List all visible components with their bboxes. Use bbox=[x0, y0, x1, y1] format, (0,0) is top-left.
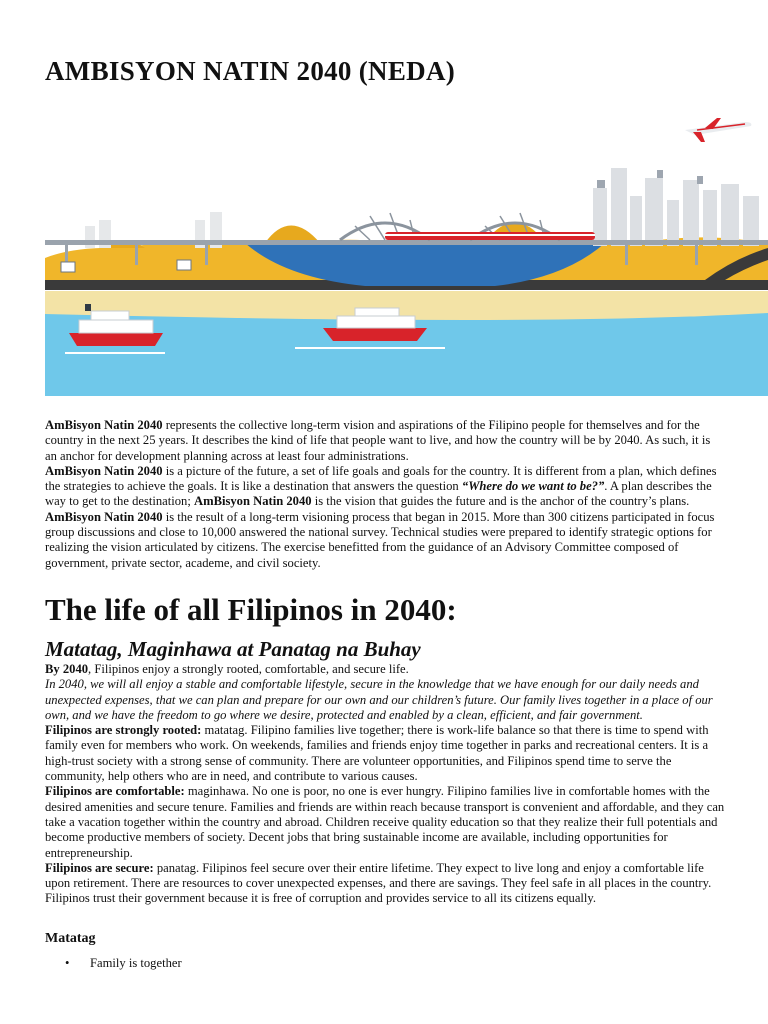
bold-term: AmBisyon Natin 2040 bbox=[45, 418, 163, 432]
intro-paragraph-1 bbox=[45, 418, 725, 464]
intro-paragraphs bbox=[45, 418, 725, 571]
bold-term: AmBisyon Natin 2040 bbox=[45, 463, 163, 478]
life-paragraph-summary bbox=[45, 662, 725, 677]
paragraph-text: is the result of a long-term visioning process that began in 2015. More than 300 citizens participated in focus group discussions and close to 10,000 answered the national survey. Technical studies were prepared to identify strategic options for realizing the vision articulated by citizens. The exercise benefitted from the guidance of an Advisory Committee composed of government, private sector, academe, and civil society. bbox=[45, 509, 715, 570]
intro-paragraph-2 bbox=[45, 464, 725, 510]
intro-paragraph-3 bbox=[45, 510, 725, 571]
bold-term: AmBisyon Natin 2040 bbox=[194, 494, 312, 509]
life-paragraph-secure bbox=[45, 861, 725, 907]
document-title: AMBISYON NATIN 2040 (NEDA) bbox=[45, 56, 456, 86]
paragraph-text: is the vision that guides the future and is the anchor of the country’s plans. bbox=[311, 494, 690, 509]
bold-term: By 2040 bbox=[45, 662, 89, 676]
paragraph-text: is a picture of the future, a set of life goals and goals for the country. It is different from a plan, which defines the strategies to achieve the goals. It is like a destination that answers the question bbox=[45, 463, 717, 494]
life-paragraph-comfortable bbox=[45, 784, 725, 860]
list-item: • Family is together bbox=[45, 956, 182, 971]
section-subheading: Matatag, Maginhawa at Panatag na Buhay bbox=[45, 637, 421, 661]
paragraph-text: represents the collective long-term vision and aspirations of the Filipino people for themselves and for the country in the next 25 years. It describes the kind of life that people want to live, and how the country will be by 2040. As such, it is an anchor for development planning across at least four administrations. bbox=[45, 418, 711, 463]
bold-term: Filipinos are strongly rooted: bbox=[45, 723, 202, 738]
city-bridge-harbor-illustration bbox=[45, 108, 768, 396]
life-paragraph-italic: In 2040, we will all enjoy a stable and comfortable lifestyle, secure in the knowledge that we have enough for our daily needs and unexpected expenses, that we can plan and prepare for our own and our children’s future. Our family lives together in a place of our own, and we have the freedom to go where we desire, protected and enabled by a clean, efficient, and fair government. bbox=[45, 677, 713, 722]
bold-term: Filipinos are secure: bbox=[45, 860, 154, 875]
life-paragraph-rooted bbox=[45, 723, 725, 784]
paragraph-text: panatag. Filipinos feel secure over their entire lifetime. They expect to live long and enjoy a comfortable life upon retirement. There are resources to cover unexpected expenses, and there are savings. They feel safe in all places in the country. Filipinos trust their government because it is free of corruption and provides service to all its citizens equally. bbox=[45, 860, 712, 906]
paragraph-text: matatag. Filipino families live together; there is work-life balance so that there is time to spend with family even for members who work. On weekends, families and friends enjoy time together in parks and recreational centers. It is a high-trust society with a strong sense of community. There are volunteer opportunities, and Filipinos spend time to serve the community, help others who are in need, and contribute to various causes. bbox=[45, 723, 709, 784]
bold-term: AmBisyon Natin 2040 bbox=[45, 509, 163, 524]
bold-term: Filipinos are comfortable: bbox=[45, 784, 185, 799]
life-paragraphs bbox=[45, 662, 725, 907]
matatag-heading: Matatag bbox=[45, 931, 96, 946]
paragraph-text: maginhawa. No one is poor, no one is ever hungry. Filipino families live in comfortable homes with the desired amenities and secure tenure. Families and friends are within reach because transport is convenient and affordable, and they can take a vacation together within the country and abroad. Children receive quality education so that they realize their full potentials and become productive members of society. Decent jobs that bring sustainable income are available, including opportunities for entrepreneurship. bbox=[45, 784, 725, 860]
matatag-list bbox=[45, 956, 182, 971]
question-quote: “Where do we want to be?” bbox=[461, 479, 605, 494]
paragraph-text: . A plan describes the way to get to the destination; bbox=[45, 479, 712, 509]
section-heading: The life of all Filipinos in 2040: bbox=[45, 592, 457, 627]
paragraph-text: , Filipinos enjoy a strongly rooted, comfortable, and secure life. bbox=[88, 662, 409, 676]
